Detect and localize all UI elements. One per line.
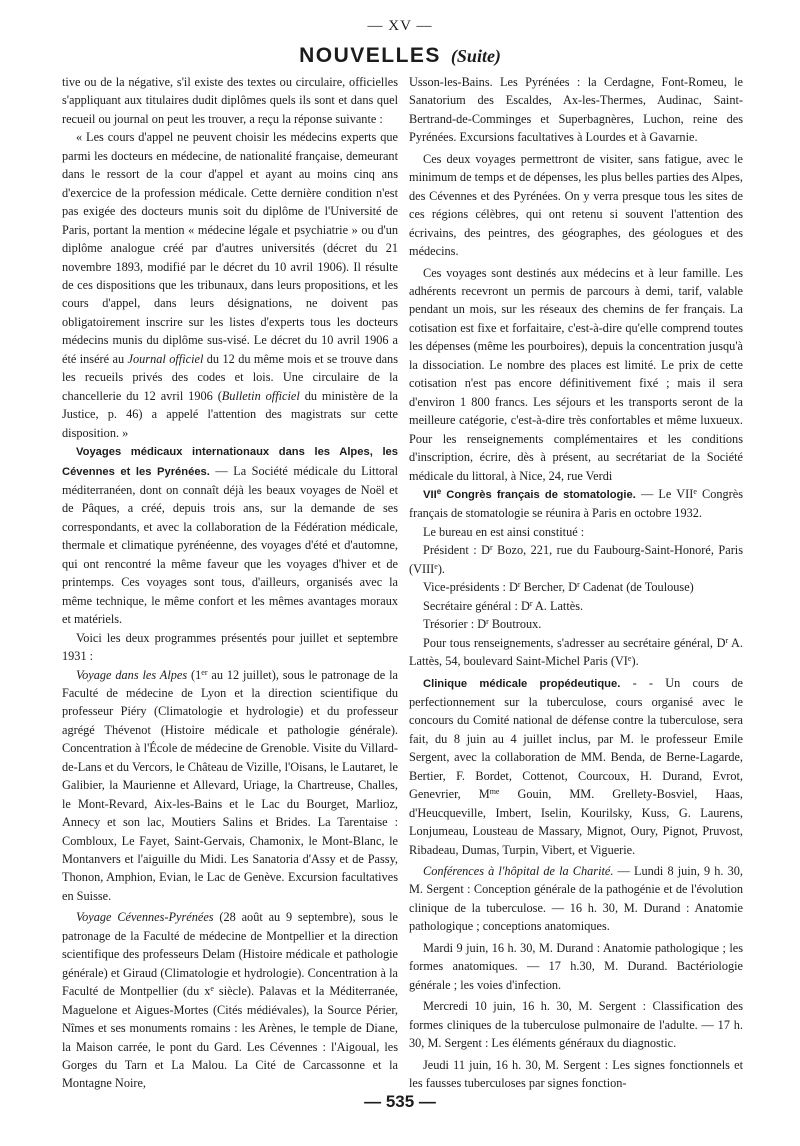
paragraph-voyage-cevennes: Voyage Cévennes-Pyrénées (28 août au 9 septembre), sous le patronage de la Faculté de médecine de Montpellier et la direction scientifique des professeurs Delam (Histoire médicale et pathologie générale) et Giraud (Climatologie et hydrologie). Concentration à la Faculté de Montpellier (du $x^e$ siècle). Palavas et la Méditerranée, Maguelone et Aigues-Mortes (Cités médiévales), la Source Périer, Nîmes et ses monuments romains : les Arènes, le temple de Diane, la Maison carrée, le pont du Gard. Les Cévennes : l'Aigoual, les Gorges du Tarn et La Malou. La Cité de Carcassonne et la Montagne Noire,: [62, 910, 398, 1091]
title-voyage-cevennes: Voyage Cévennes-Pyrénées: [76, 910, 214, 925]
title-conferences: Conférences à l'hôpital de la Charité.: [423, 864, 614, 879]
paragraph-bureau: Le bureau en est ainsi constitué :: [423, 524, 585, 539]
page-number: — 535 —: [364, 1092, 436, 1111]
paragraph-president: Président : $D^r$ Bozo, 221, rue du Faubourg-Saint-Honoré, Paris (VIIIe).: [409, 543, 743, 576]
right-column: [409, 73, 744, 1091]
paragraph-clinique: Clinique médicale propédeutique. - - Un cours de perfectionnement sur la tuberculose, cours organisé avec le concours du Comité national de défense contre la tuberculose, sera fait, du 8 juin au 4 juillet inclus, par M. le professeur Emile Sergent, avec la collaboration de MM. Benda, de Berne-Lagarde, Bertier, F. Bordet, Cottenot, Courcoux, H. Durand, Evrot, Genevrier, $M^{me}$ Gouin, MM. Grellety-Bosviel, Haas, d'Heucqueville, Imbert, Iselin, Kourilsky, Kuss, G. Laurens, Lonjumeau, Lousteau de Massary, Mignot, Oury, Pignot, Pruvost, Ribadeau, Dumas, Turpin, Vibert, et Viguerie.: [409, 675, 744, 857]
section-title: [0, 44, 800, 68]
paragraph-conferences: Conférences à l'hôpital de la Charité. — Lundi 8 juin, 9 h. 30, M. Sergent : Conception générale de la pathogénie et de l'évolution clinique de la tuberculose. — 16 h. 30, M. Durand : Anatomie pathologique ; conceptions anatomiques.: [409, 864, 743, 934]
paragraph-vice-presidents: Vice-présidents : $D^r$ Bercher, $D^r$ Cadenat (de Toulouse): [423, 580, 694, 595]
paragraph-programmes: Voici les deux programmes présentés pour juillet et septembre 1931 :: [62, 630, 398, 664]
paragraph-voyages-medicaux: Voyages médicaux internationaux dans les Alpes, les Cévennes et les Pyrénées. — La Société médicale du Littoral méditerranéen, dont on connaît déjà les beaux voyages de Noël et de Pâques, a créé, depuis trois ans, sur la demande de ses correspondants, et avec la collaboration de la Fédération médicale, thermale et climatique pyrénéenne, des voyages d'été et d'automne, qui ont rencontré la même faveur que les voyages d'hiver et de printemps. Ces voyages sont tous, d'ailleurs, organisés avec la même technique, le même confort et les mêmes avantages moraux et matériels.: [62, 446, 398, 627]
section-title-main: NOUVELLES: [299, 44, 441, 67]
paragraph-mardi: Mardi 9 juin, 16 h. 30, M. Durand : Anatomie pathologique ; les formes anatomiques. — 17 h.30, M. Durand. Bactériologie générale ; les voies d'infection.: [409, 940, 743, 992]
paragraph-secretaire: Secrétaire général : $D^r$ A. Lattès.: [423, 598, 584, 613]
paragraph-tresorier: Trésorier : $D^r$ Boutroux.: [423, 617, 542, 632]
left-column: [62, 73, 398, 1091]
page-roman-numeral: — XV —: [367, 18, 433, 34]
heading-voyages-medicaux: Voyages médicaux internationaux dans les Alpes, les Cévennes et les Pyrénées.: [62, 446, 398, 478]
heading-clinique: Clinique médicale propédeutique.: [423, 677, 621, 690]
paragraph-deux-voyages: Ces deux voyages permettront de visiter, sans fatigue, avec le minimum de temps et de dépenses, les plus belles parties des Alpes, des Cévennes et des Pyrénées. On y verra presque tous les sites de ces régions célèbres, qui ont retenu si souvent l'attention des écrivains, des peintres, des géographes, des géologues et des médecins.: [409, 151, 743, 259]
heading-stomatologie: VIIe Congrès français de stomatologie.: [423, 486, 636, 501]
paragraph-cours-appel: « Les cours d'appel ne peuvent choisir les médecins experts que parmi les docteurs en médecine, de nationalité française, demeurant dans le ressort de la cour d'appel et ayant au moins cinq ans d'exercice de la profession médicale. Cette dernière condition n'est pas exigée des docteurs munis soit du diplôme de l'Université de Paris, portant la mention « médecine légale et psychiatrie » ou d'un diplôme analogue créé par d'autres universités (décret du 21 novembre 1893, modifié par le décret du 10 avril 1906). Il résulte de ces dispositions que les tribunaux, dans leurs propositions, et les cours d'appel, dans leurs désignations, ne doivent pas obligatoirement inscrire sur les listes d'experts tous les docteurs médecins munis du diplôme sus-visé. Le décret du 10 avril 1906 a été inséré au Journal officiel du 12 du même mois et se trouve dans les recueils privés des codes et lois. Une circulaire de la chancellerie du 12 avril 1906 (Bulletin officiel du ministère de la Justice, p. 46) a appelé l'attention des magistrats sur cette disposition. »: [62, 130, 398, 440]
paragraph-mercredi: Mercredi 10 juin, 16 h. 30, M. Sergent : Classification des formes cliniques de la tuberculose pulmonaire de l'adulte. — 17 h. 30, M. Sergent : Les éléments généraux du diagnostic.: [409, 999, 743, 1051]
paragraph-stomatologie: VIIe Congrès français de stomatologie. — Le VIIe Congrès français de stomatologie se réunira à Paris en octobre 1932.: [409, 486, 743, 521]
paragraph-renseignements: Pour tous renseignements, s'adresser au secrétaire général, $D^r$ A. Lattès, 54, boulevard Saint-Michel Paris (VIe).: [409, 635, 743, 669]
paragraph-jeudi: Jeudi 11 juin, 16 h. 30, M. Sergent : Les signes fonctionnels et les fausses tuberculoses par signes fonction-: [409, 1057, 743, 1091]
paragraph-adherents: Ces voyages sont destinés aux médecins et à leur famille. Les adhérents recevront un permis de parcours à demi, tarif, valable pendant un mois, sur les réseaux des chemins de fer français. La cotisation est fixe et forfaitaire, c'est-à-dire qu'elle comprend toutes les dépenses (même les pourboires), depuis la concentration jusqu'à la dissociation. Le nombre des places est limité. Le prix de cette cotisation n'est pas encore définitivement fixé ; mais il sera d'environ 1 800 francs. Les séjours et les transports seront de la meilleure catégorie, c'est-à-dire très confortables et même luxueux. Pour les renseignements complémentaires et les conditions d'inscription, écrire, dès à présent, au secrétariat de la Société médicale du littoral, à Nice, 24, rue Verdi: [409, 265, 743, 483]
paragraph-voyage-alpes: Voyage dans les Alpes (1er au 12 juillet), sous le patronage de la Faculté de médecine de Lyon et la direction scientifique du professeur Piéry (Climatologie et hydrologie) et du professeur agrégé Thévenot (Histoire médicale et pathologie générale). Concentration à l'École de médecine de Grenoble. Visite du Villard-de-Lans et du Vercors, le Château de Vizille, l'Oisans, le Lautaret, le Galibier, la Maurienne et Allevard, Uriage, la Chartreuse, Challes, le Mont-Revard, Aix-les-Bains et le Lac du Bourget, Marlioz, Annecy et son lac, Moutiers Salins et Brides. La Tarentaise : Combloux, Le Fayet, Saint-Gervais, Chamonix, le Mont-Blanc, le Montanvers et l'aiguille du Midi. Les Sanatoria d'Assy et de Passy, Thonon, Amphion, Evian, le Lac de Genève. Excursion facultatives en Suisse.: [62, 667, 398, 903]
title-voyage-alpes: Voyage dans les Alpes: [76, 667, 188, 682]
paragraph-pyrenees: Usson-les-Bains. Les Pyrénées : la Cerdagne, Font-Romeu, le Sanatorium des Escaldes, Ax-les-Thermes, Audinac, Saint-Bertrand-de-Comminges et Superbagnères, Luchon, reine des Pyrénées. Excursions facultatives à Lourdes et à Gavarnie.: [409, 75, 743, 145]
paragraph-intro: tive ou de la négative, s'il existe des textes ou circulaire, officielles s'appliquant aux titulaires dudit diplômes quels ils sont et dans quel recueil ou journal on peut les trouver, a reçu la réponse suivante :: [62, 75, 398, 126]
section-title-suite: (Suite): [450, 46, 501, 66]
